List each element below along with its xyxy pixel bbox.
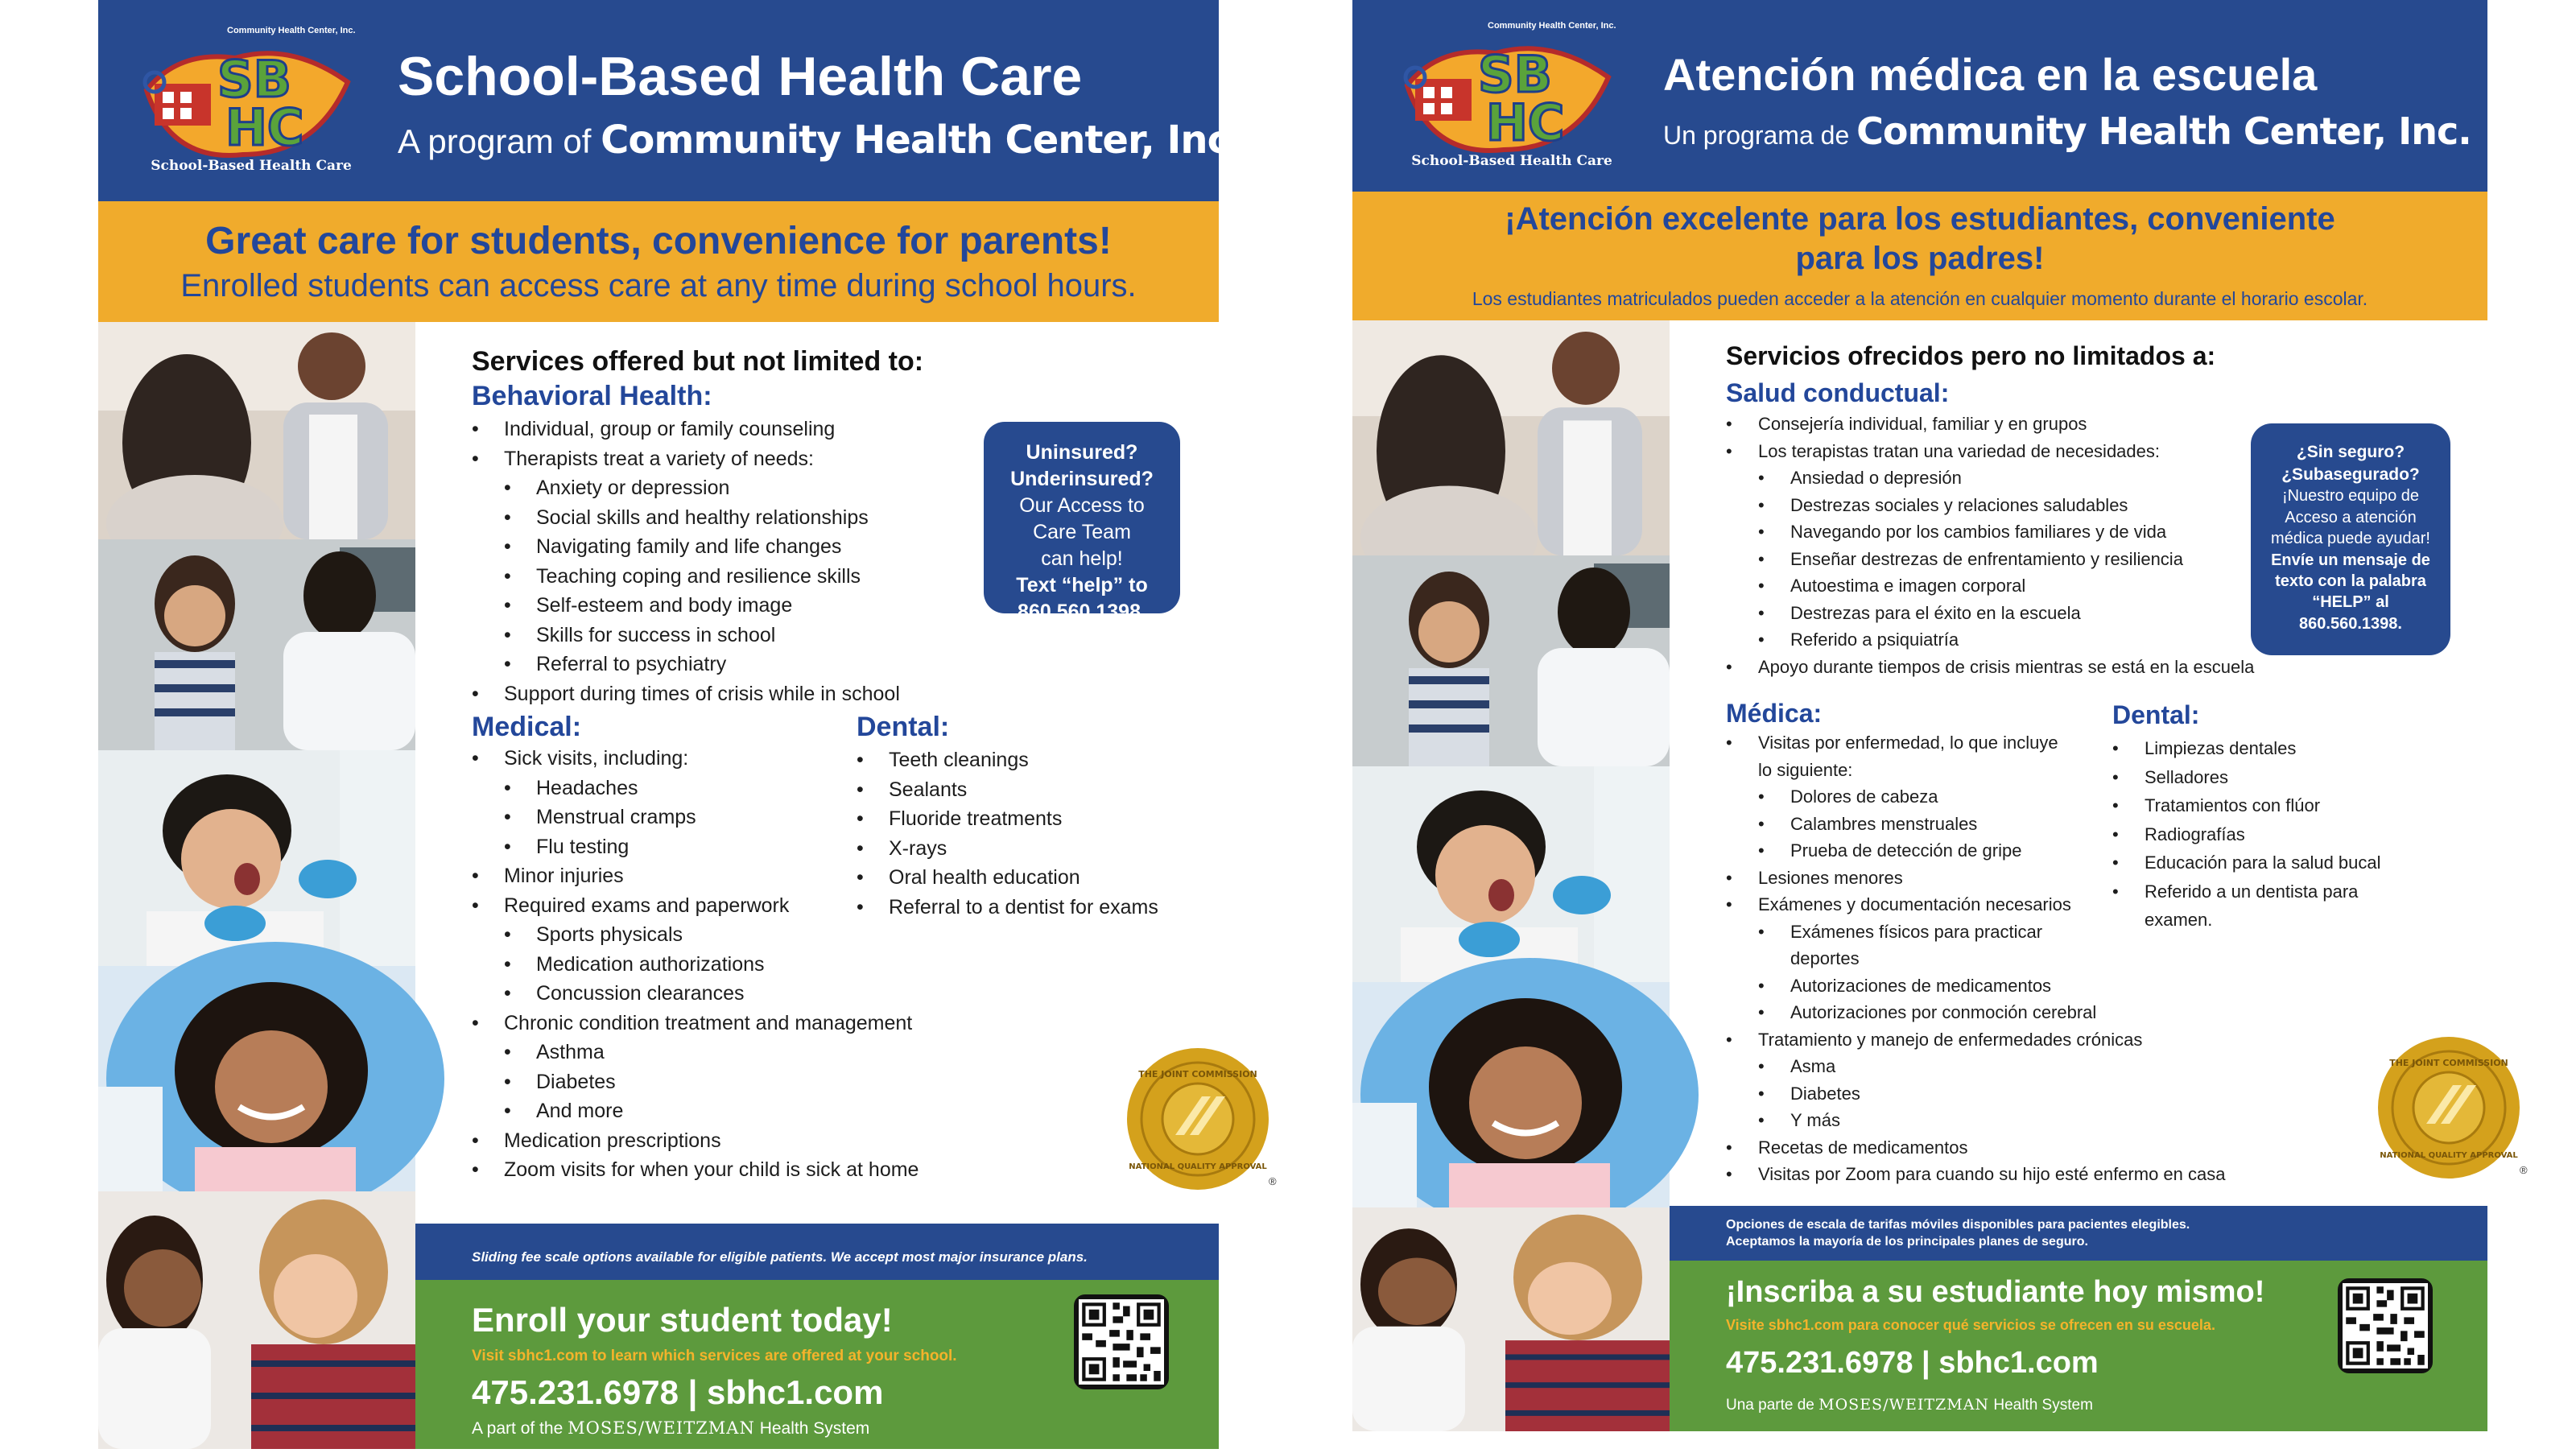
list-item: • Consejería individual, familiar y en grupos [1726, 411, 2254, 438]
list-item: • Ansiedad o depresión [1726, 464, 2254, 492]
list-item: • Oral health education [857, 863, 1158, 893]
list-item: • Zoom visits for when your child is sick at home [472, 1155, 919, 1185]
enroll-visit-text: Visit sbhc1.com to learn which services are offered at your school. [472, 1348, 957, 1364]
list-item: • Navegando por los cambios familiares y de vida [1726, 518, 2254, 546]
list-item: • Social skills and healthy relationships [472, 503, 900, 533]
logo-letters-top: SB [217, 50, 291, 109]
flyer-spanish [1352, 0, 2528, 1449]
subtitle-org-es: Community Health Center, Inc. [1856, 109, 2471, 153]
list-item: • Exámenes físicos para practicar [1726, 918, 2225, 946]
list-item: • Exámenes y documentación necesarios [1726, 891, 2225, 918]
sbhc-logo [130, 23, 372, 180]
dental-heading: Dental: [857, 712, 950, 742]
qr-code-es[interactable] [2338, 1278, 2433, 1373]
banner-headline-es-2: para los padres! [1795, 241, 2045, 276]
logo-letters-top-es: SB [1478, 45, 1552, 104]
behavioral-list [472, 415, 900, 708]
list-item: examen. [2145, 910, 2213, 930]
medical-heading: Medical: [472, 712, 582, 742]
subtitle-org: Community Health Center, Inc. [601, 118, 1244, 163]
subtitle-prefix-es: Un programa de [1663, 121, 1850, 150]
list-item: • And more [472, 1096, 919, 1126]
photo-throat-swab-es [1352, 766, 1670, 982]
list-item: • Destrezas para el éxito en la escuela [1726, 600, 2254, 627]
logo-caption: School-Based Health Care [151, 158, 352, 174]
health-system-line [472, 1418, 869, 1439]
list-item: • Individual, group or family counseling [472, 415, 900, 444]
list-item: • Sealants [857, 775, 1158, 805]
flyer-english [98, 0, 1277, 1449]
photo-teen-headache [98, 1191, 415, 1449]
subtitle-prefix: A program of [398, 122, 592, 160]
list-item: • Diabetes [472, 1067, 919, 1097]
list-item: • Teeth cleanings [857, 745, 1158, 775]
list-item: • Educación para la salud bucal [2112, 848, 2381, 877]
insurance-callout-es [2251, 423, 2450, 655]
list-item: • Support during times of crisis while in school [472, 679, 900, 709]
tagline-banner-es [1352, 192, 2487, 320]
qr-code[interactable] [1074, 1294, 1169, 1389]
sbhc-logo-mark [130, 34, 372, 163]
list-item: • Concussion clearances [472, 979, 919, 1009]
logo-org-small: Community Health Center, Inc. [227, 26, 356, 35]
list-item: • Diabetes [1726, 1080, 2225, 1108]
banner-subline-es: Los estudiantes matriculados pueden acceder a la atención en cualquier momento durante el horario escolar. [1472, 288, 2368, 309]
logo-letters-bottom: HC [225, 98, 304, 157]
photo-teen-headache-es [1352, 1207, 1670, 1431]
list-item: • Destrezas sociales y relaciones saludables [1726, 492, 2254, 519]
enroll-panel-es [1670, 1261, 2487, 1431]
dental-list-es [2112, 734, 2381, 935]
callout-question-2: Underinsured? [1010, 468, 1154, 490]
list-item: • Sports physicals [472, 920, 919, 950]
list-item: • Tratamiento y manejo de enfermedades crónicas [1726, 1026, 2225, 1054]
behavioral-list-es [1726, 411, 2254, 680]
services-content [415, 322, 1277, 1224]
services-content-es [1670, 320, 2528, 1206]
list-item: • Anxiety or depression [472, 473, 900, 503]
page-title-es: Atención médica en la escuela [1663, 49, 2318, 100]
seal-top-text-es: THE JOINT COMMISSION [2389, 1058, 2508, 1068]
system-suffix-es: Health System [1993, 1397, 2093, 1414]
list-item: • Headaches [472, 774, 919, 803]
seal-bottom-text-es: NATIONAL QUALITY APPROVAL [2380, 1151, 2518, 1160]
logo-caption-es: School-Based Health Care [1411, 153, 1612, 169]
sbhc-logo-es [1391, 18, 1633, 175]
behavioral-heading-es: Salud conductual: [1726, 378, 1950, 407]
services-heading-es: Servicios ofrecidos pero no limitados a: [1726, 341, 2216, 370]
qr-pattern [1079, 1299, 1164, 1385]
list-item: • Sick visits, including: [472, 744, 919, 774]
seal-registered-es: ® [2520, 1164, 2528, 1176]
insurance-note: Sliding fee scale options available for eligible patients. We accept most major insurance plans. [415, 1224, 1219, 1280]
services-heading: Services offered but not limited to: [472, 346, 924, 377]
seal-registered: ® [1269, 1175, 1277, 1187]
list-item: • Dolores de cabeza [1726, 783, 2225, 811]
list-item: • Teaching coping and resilience skills [472, 562, 900, 592]
list-item: • Y más [1726, 1107, 2225, 1134]
list-item: • X-rays [857, 834, 1158, 864]
callout-body-es: ¡Nuestro equipo de Acceso a atención médica puede ayudar! [2271, 487, 2430, 548]
callout-question-1: Uninsured? [1026, 441, 1138, 464]
callout-action-es: Envíe un mensaje de texto con la palabra “HELP” al 860.560.1398. [2271, 551, 2430, 633]
tagline-banner [98, 201, 1219, 322]
callout-body: Our Access to Care Team can help! [1019, 494, 1145, 570]
list-item: • Referido a un dentista para [2112, 877, 2381, 906]
part-of-prefix: A part of the [472, 1419, 564, 1438]
list-item: • Minor injuries [472, 861, 919, 891]
health-system-line-es [1726, 1396, 2093, 1414]
banner-headline: Great care for students, convenience for parents! [205, 220, 1112, 262]
header-es [1352, 0, 2487, 192]
list-item: • Visitas por enfermedad, lo que incluye [1726, 729, 2225, 757]
list-item: • Fluoride treatments [857, 804, 1158, 834]
dental-heading-es: Dental: [2112, 700, 2200, 729]
list-item: • Therapists treat a variety of needs: [472, 444, 900, 474]
list-item: • Recetas de medicamentos [1726, 1134, 2225, 1162]
sbhc-logo-mark-es [1391, 29, 1633, 158]
system-name: MOSES/WEITZMAN [568, 1418, 755, 1438]
joint-commission-seal [1125, 1046, 1286, 1212]
list-item: • Medication authorizations [472, 950, 919, 980]
page-subtitle [398, 118, 1243, 163]
list-item: • Asthma [472, 1038, 919, 1067]
list-item: • Required exams and paperwork [472, 891, 919, 921]
list-item: lo siguiente: [1758, 759, 1853, 780]
list-item: • Radiografías [2112, 820, 2381, 849]
list-item: • Navigating family and life changes [472, 532, 900, 562]
list-item: • Menstrual cramps [472, 803, 919, 832]
banner-subline: Enrolled students can access care at any time during school hours. [180, 268, 1137, 303]
list-item: • Flu testing [472, 832, 919, 862]
contact-phone-web-es[interactable]: 475.231.6978 | sbhc1.com [1726, 1346, 2099, 1380]
list-item: • Visitas por Zoom para cuando su hijo esté enfermo en casa [1726, 1161, 2225, 1188]
list-item: • Referido a psiquiatría [1726, 626, 2254, 654]
list-item: • Autorizaciones de medicamentos [1726, 972, 2225, 1000]
enroll-heading-es: ¡Inscriba a su estudiante hoy mismo! [1726, 1275, 2265, 1309]
callout-question-1-es: ¿Sin seguro? [2296, 443, 2405, 461]
list-item: • Selladores [2112, 763, 2381, 792]
page-title: School-Based Health Care [398, 46, 1083, 107]
list-item: deportes [1790, 948, 1860, 968]
list-item: • Limpiezas dentales [2112, 734, 2381, 763]
system-suffix: Health System [759, 1419, 870, 1438]
insurance-note-es-2: Aceptamos la mayoría de los principales planes de seguro. [1726, 1234, 2088, 1249]
list-item: • Chronic condition treatment and management [472, 1009, 919, 1038]
contact-phone-web[interactable]: 475.231.6978 | sbhc1.com [472, 1373, 884, 1411]
list-item: • Autoestima e imagen corporal [1726, 572, 2254, 600]
enroll-panel [415, 1280, 1219, 1449]
page-subtitle-es [1663, 109, 2471, 153]
photo-counseling-es [1352, 320, 1670, 555]
list-item: • Calambres menstruales [1726, 811, 2225, 838]
logo-org-small-es: Community Health Center, Inc. [1488, 21, 1616, 31]
list-item: • Asma [1726, 1053, 2225, 1080]
list-item: • Autorizaciones por conmoción cerebral [1726, 999, 2225, 1026]
seal-bottom-text: NATIONAL QUALITY APPROVAL [1129, 1162, 1267, 1171]
list-item: • Referral to a dentist for exams [857, 893, 1158, 923]
system-name-es: MOSES/WEITZMAN [1818, 1396, 1990, 1414]
photo-throat-swab [98, 750, 415, 966]
header [98, 0, 1244, 201]
logo-letters-bottom-es: HC [1486, 93, 1565, 152]
photo-dental-chair [98, 966, 415, 1191]
part-of-prefix-es: Una parte de [1726, 1397, 1814, 1414]
photo-column-es [1352, 320, 1670, 1431]
behavioral-heading: Behavioral Health: [472, 381, 712, 411]
banner-headline-es-1: ¡Atención excelente para los estudiantes, conveniente [1505, 201, 2335, 237]
joint-commission-seal-es [2376, 1035, 2537, 1200]
photo-pediatric-exam [98, 539, 415, 750]
callout-action: Text “help” to 860.560.1398. [1016, 574, 1148, 623]
insurance-note-es-1: Opciones de escala de tarifas móviles disponibles para pacientes elegibles. [1726, 1218, 2190, 1232]
list-item: • Skills for success in school [472, 621, 900, 650]
photo-dental-chair-es [1352, 982, 1670, 1207]
photo-pediatric-exam-es [1352, 555, 1670, 766]
list-item: • Medication prescriptions [472, 1126, 919, 1156]
insurance-callout [984, 422, 1180, 623]
callout-question-2-es: ¿Subasegurado? [2281, 464, 2420, 484]
dental-list [857, 745, 1158, 922]
list-item: • Prueba de detección de gripe [1726, 837, 2225, 865]
enroll-heading: Enroll your student today! [472, 1301, 893, 1339]
qr-pattern-es [2343, 1283, 2428, 1368]
seal-top-text: THE JOINT COMMISSION [1138, 1069, 1257, 1079]
list-item: • Tratamientos con flúor [2112, 791, 2381, 820]
list-item: • Apoyo durante tiempos de crisis mientras se está en la escuela [1726, 654, 2254, 681]
medical-heading-es: Médica: [1726, 699, 1823, 728]
list-item: • Los terapistas tratan una variedad de necesidades: [1726, 438, 2254, 465]
list-item: • Enseñar destrezas de enfrentamiento y resiliencia [1726, 546, 2254, 573]
list-item: • Self-esteem and body image [472, 591, 900, 621]
insurance-note-es [1670, 1206, 2487, 1261]
list-item: • Lesiones menores [1726, 865, 2225, 892]
photo-column [98, 322, 415, 1449]
list-item: • Referral to psychiatry [472, 650, 900, 679]
enroll-visit-text-es: Visite sbhc1.com para conocer qué servicios se ofrecen en su escuela. [1726, 1317, 2215, 1333]
photo-counseling [98, 322, 415, 539]
medical-list [472, 744, 919, 1185]
